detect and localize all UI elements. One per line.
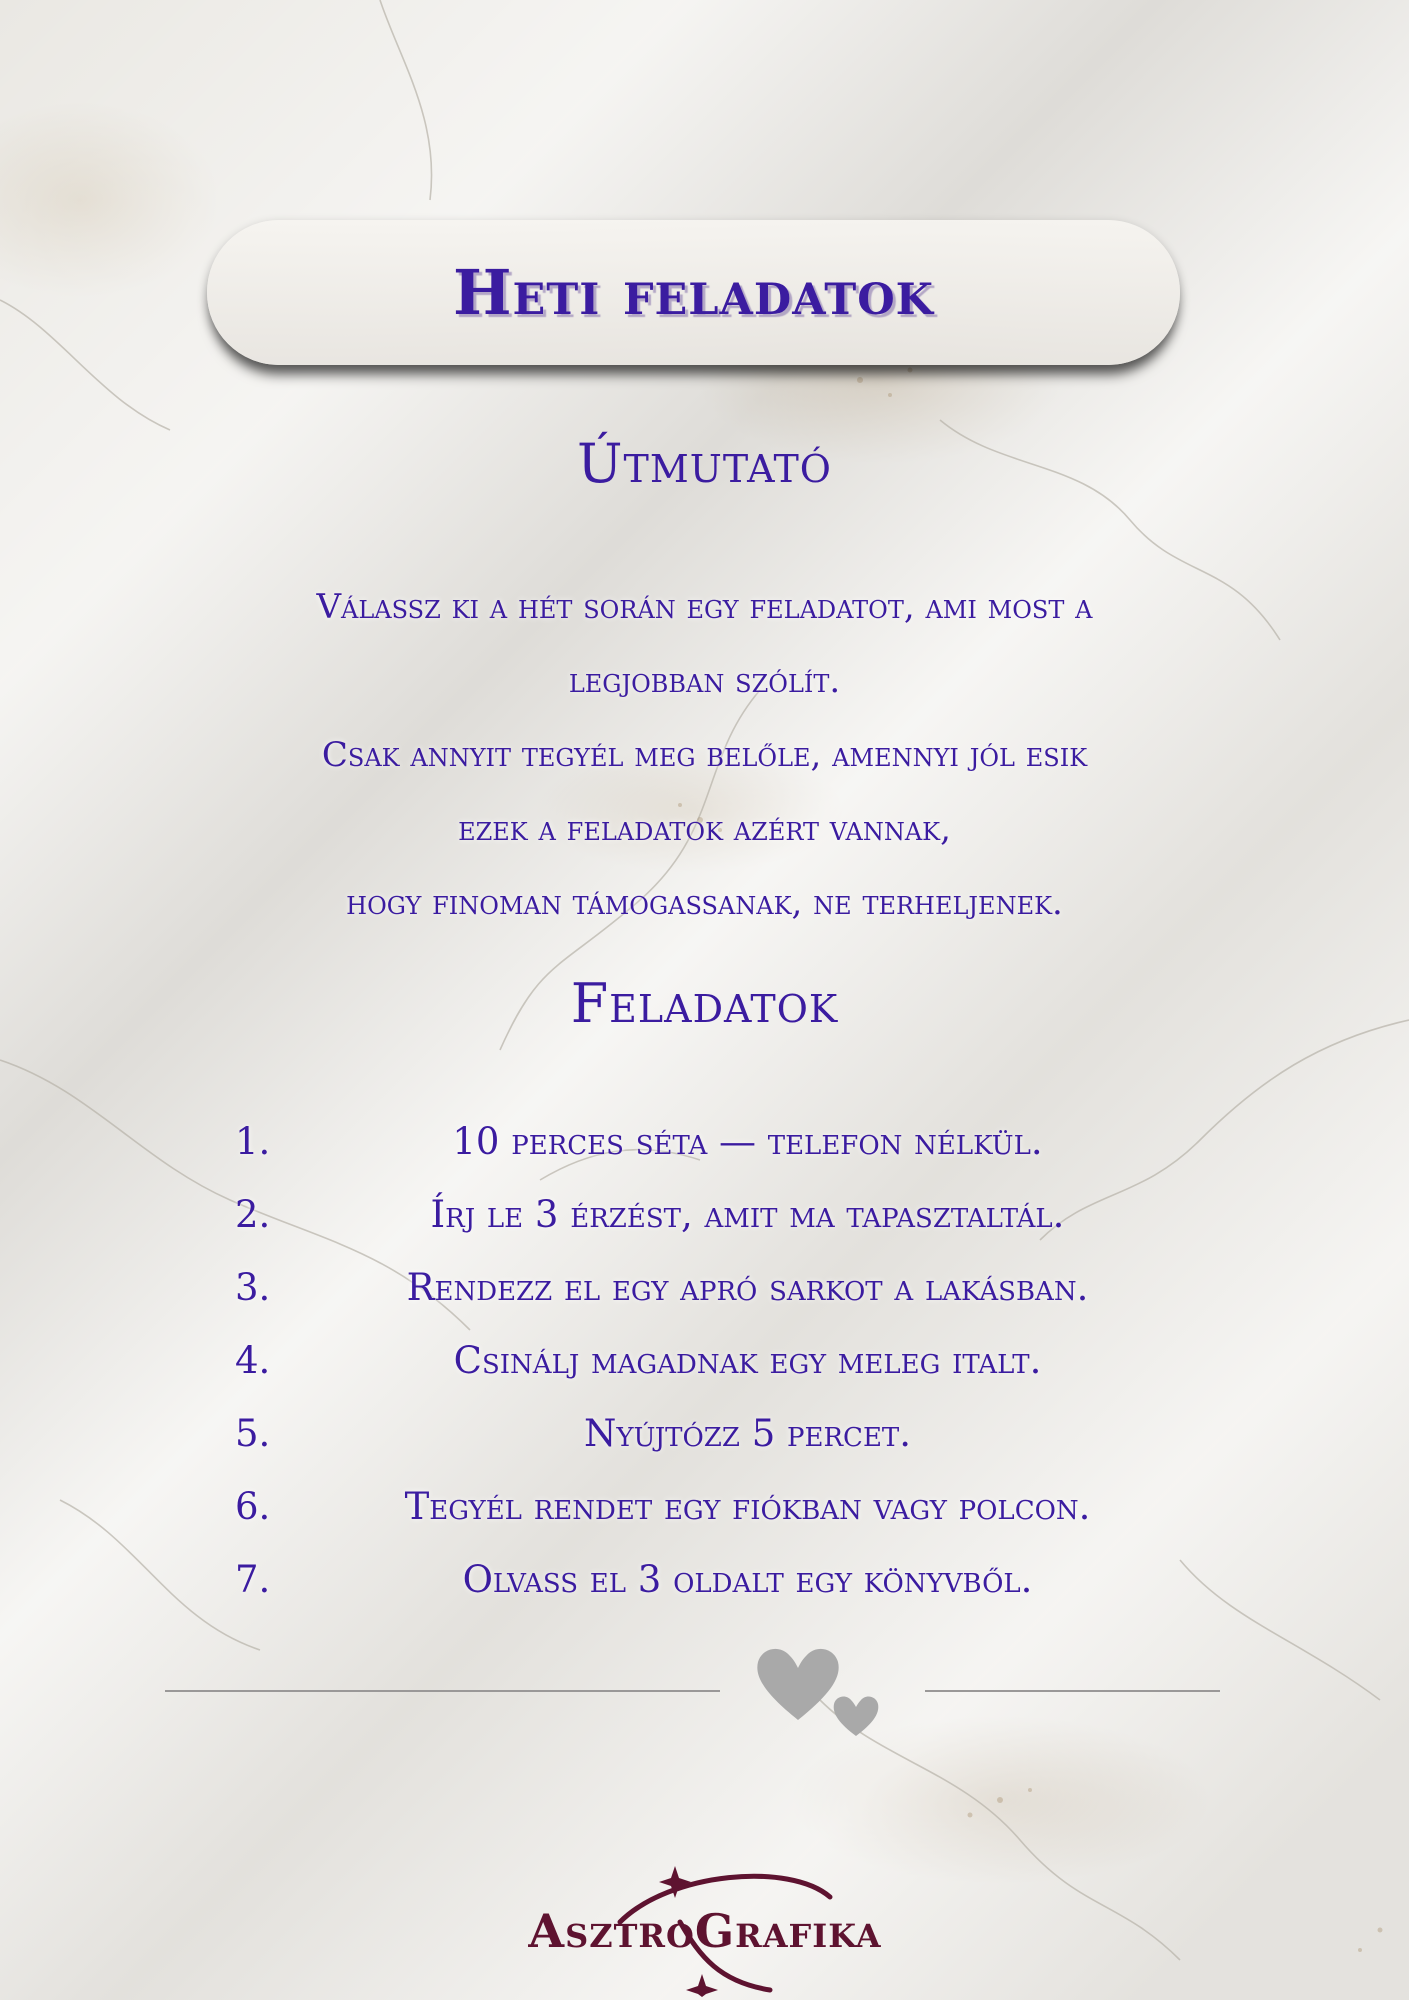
logo	[470, 1862, 940, 1997]
task-text: Írj le 3 érzést, amit ma tapasztaltál.	[430, 1193, 1065, 1236]
task-text: Olvass el 3 oldalt egy könyvből.	[462, 1558, 1033, 1601]
task-item	[235, 1485, 1215, 1545]
tasks-heading: Feladatok	[570, 972, 839, 1035]
guide-line: legjobban szólít.	[568, 661, 841, 701]
heart-icon	[748, 1638, 898, 1738]
divider-left	[165, 1690, 720, 1692]
task-number: 1.	[235, 1120, 271, 1163]
guide-line: Csak annyit tegyél meg belőle, amennyi jól esik	[321, 735, 1088, 775]
task-number: 5.	[235, 1412, 271, 1455]
task-number: 4.	[235, 1339, 271, 1382]
sparkle-icon	[686, 1974, 718, 1997]
task-item	[235, 1339, 1215, 1399]
guide-line: Válassz ki a hét során egy feladatot, ami most a	[316, 587, 1093, 627]
task-item	[235, 1120, 1215, 1180]
guide-heading: Útmutató	[577, 432, 832, 495]
task-number: 2.	[235, 1193, 271, 1236]
divider-right	[925, 1690, 1220, 1692]
task-item	[235, 1412, 1215, 1472]
task-item	[235, 1266, 1215, 1326]
task-number: 7.	[235, 1558, 271, 1601]
task-text: Csinálj magadnak egy meleg italt.	[453, 1339, 1042, 1382]
title-banner	[207, 220, 1180, 365]
task-text: 10 perces séta — telefon nélkül.	[452, 1120, 1043, 1163]
guide-line: ezek a feladatok azért vannak,	[458, 809, 951, 849]
task-item	[235, 1558, 1215, 1618]
task-text: Rendezz el egy apró sarkot a lakásban.	[406, 1266, 1089, 1309]
guide-line: hogy finoman támogassanak, ne terheljenek.	[346, 883, 1063, 923]
task-text: Tegyél rendet egy fiókban vagy polcon.	[404, 1485, 1091, 1528]
logo-text: AsztroGrafika	[528, 1904, 882, 1958]
guide-text	[100, 570, 1309, 940]
task-item	[235, 1193, 1215, 1253]
task-number: 6.	[235, 1485, 271, 1528]
task-number: 3.	[235, 1266, 271, 1309]
page-title: Heti feladatok	[452, 256, 935, 329]
task-text: Nyújtózz 5 percet.	[583, 1412, 912, 1455]
